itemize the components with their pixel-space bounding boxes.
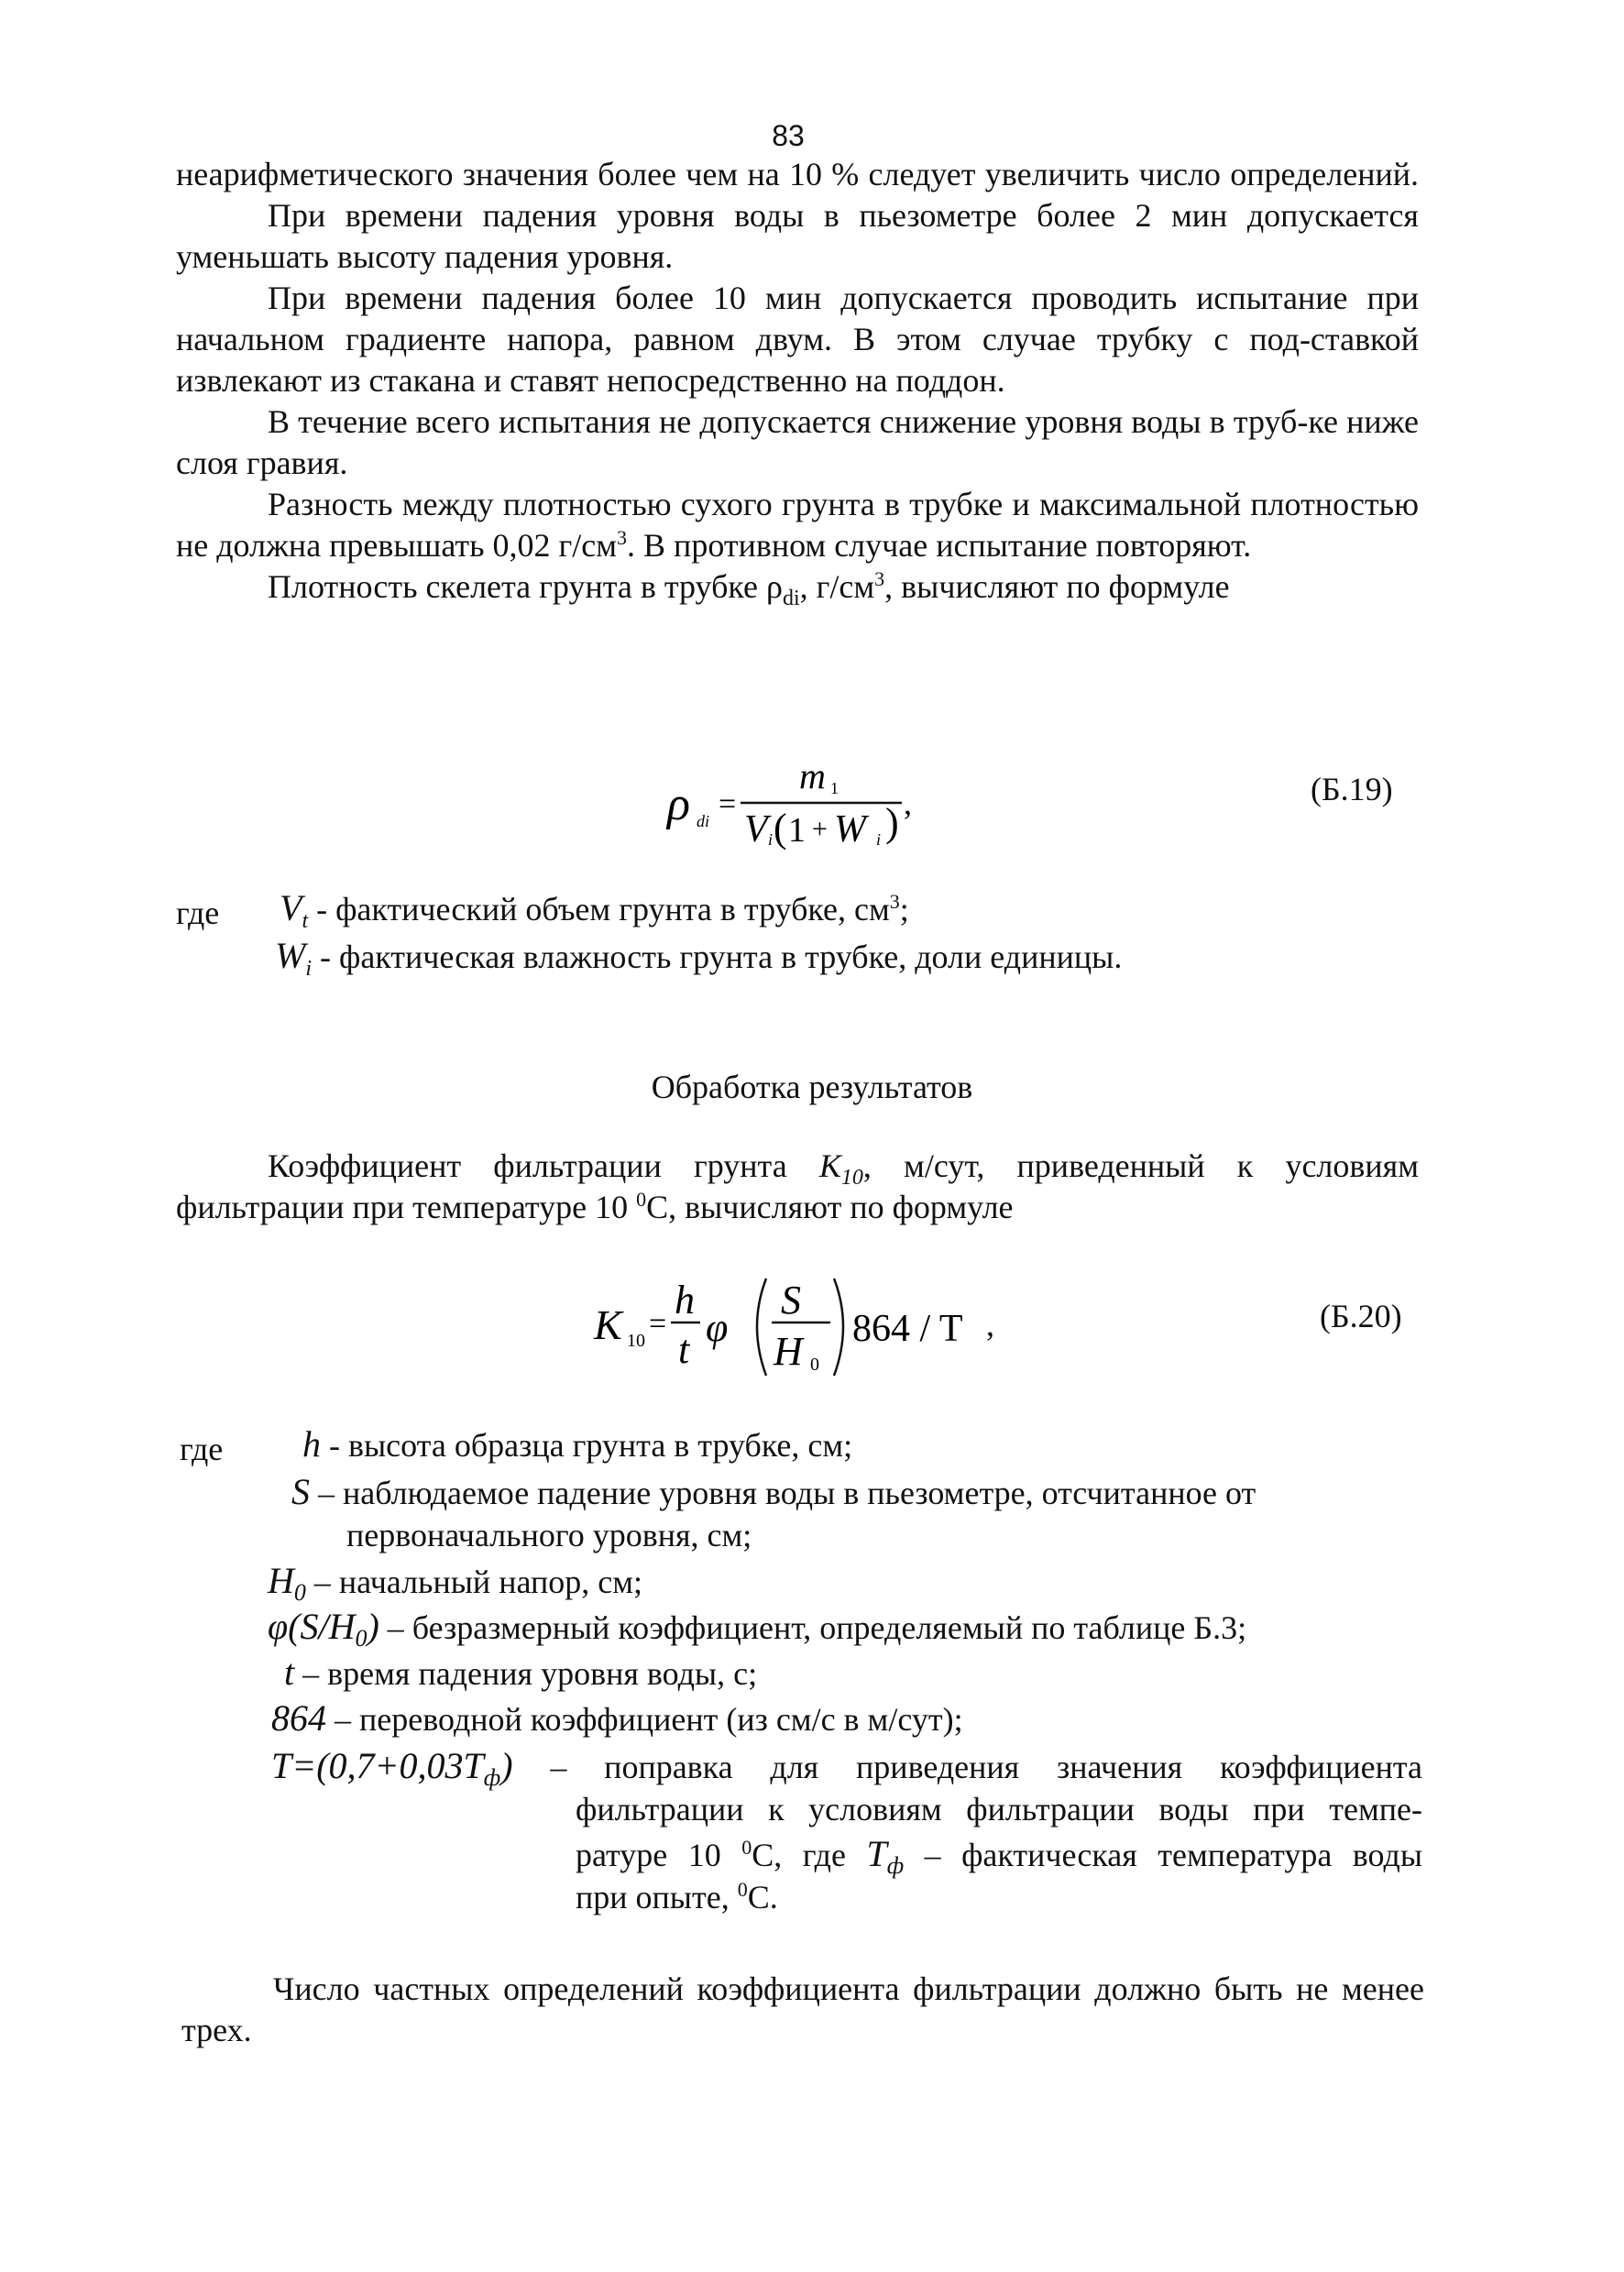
paragraph-2: При времени падения уровня воды в пьезометре более 2 мин допускается уменьшать высоту падения уровня. xyxy=(176,197,1419,275)
b19-plus: + xyxy=(812,814,828,844)
T-line3-c: – фактическая температура воды xyxy=(904,1837,1423,1873)
s-symbol: S xyxy=(291,1471,310,1512)
b19-num: m xyxy=(799,755,826,796)
b19-den-w: W xyxy=(834,808,866,850)
b20-paren-open xyxy=(757,1279,766,1376)
vt-text: - фактический объем грунта в трубке, см xyxy=(308,891,890,927)
n864-symbol: 864 xyxy=(271,1697,326,1739)
b19-den-w-sub: i xyxy=(876,830,882,849)
where-label-1: где xyxy=(176,895,220,931)
T-text: – поправка для приведения значения коэффициента xyxy=(512,1749,1422,1785)
phi-symbol: φ(S/H xyxy=(268,1606,356,1647)
s-text: – наблюдаемое падение уровня воды в пьезометре, отсчитанное от xyxy=(310,1475,1256,1511)
t-symbol: t xyxy=(284,1652,295,1693)
T-line3-sub: ф xyxy=(886,1852,905,1880)
skeleton-sup: 3 xyxy=(874,567,885,590)
equation-number-b19: (Б.19) xyxy=(1311,771,1393,807)
b20-h0-sub: 0 xyxy=(810,1355,819,1375)
deg-sup: 0 xyxy=(636,1188,647,1211)
b19-eq: = xyxy=(719,787,737,821)
b20-h0: H xyxy=(774,1329,803,1374)
final-paragraph-block xyxy=(181,1969,1424,2051)
rho-symbol: ρ xyxy=(765,568,783,605)
def-wi xyxy=(275,935,1123,982)
formula-b20 xyxy=(587,1260,1008,1398)
b20-eq: = xyxy=(649,1307,667,1341)
rho-sub: di xyxy=(782,587,800,611)
n864-text: – переводной коэффициент (из см/с в м/сут); xyxy=(326,1701,963,1738)
h0-text: – начальный напор, см; xyxy=(305,1564,642,1600)
T-line3-deg: 0 xyxy=(741,1836,752,1859)
section-title: Обработка результатов xyxy=(651,1069,973,1105)
formula-b19 xyxy=(660,744,953,850)
b20-h: h xyxy=(675,1278,695,1323)
b20-paren-close xyxy=(834,1279,843,1376)
def-s xyxy=(291,1471,1256,1514)
b20-t: t xyxy=(678,1327,690,1372)
T-line3-b: С, где xyxy=(752,1837,867,1873)
def-t xyxy=(284,1652,757,1695)
filtration-paragraph-block xyxy=(176,1146,1419,1228)
h-symbol: h xyxy=(302,1423,321,1465)
b19-lhs: ρ xyxy=(667,778,690,830)
paragraph-density xyxy=(176,484,1419,566)
density-sup: 3 xyxy=(617,526,628,549)
def-h xyxy=(302,1423,852,1466)
T-close: ) xyxy=(500,1745,513,1786)
h0-sub: 0 xyxy=(293,1579,306,1607)
paragraph-skeleton xyxy=(176,566,1419,611)
b20-comma: , xyxy=(986,1306,994,1343)
paragraph-1: неарифметического значения более чем на 10 % следует увеличить число определений. xyxy=(176,156,1419,192)
phi-sub: 0 xyxy=(355,1625,368,1652)
T-symbol: T=(0,7+0,03T xyxy=(271,1745,484,1786)
b19-den-v-sub: i xyxy=(768,830,774,849)
paragraph-filtration xyxy=(176,1146,1419,1228)
b20-lhs: K xyxy=(594,1301,622,1348)
T-line4-a: при опыте, xyxy=(576,1879,738,1915)
density-text: Разность между плотностью сухого грунта в трубке и максимальной плотностью не должна превышать 0,02 г/см xyxy=(176,486,1419,564)
filtration-text-end: С, вычисляют по формуле xyxy=(646,1189,1014,1225)
T-line4-deg: 0 xyxy=(737,1878,748,1901)
wi-sub: i xyxy=(305,957,312,982)
h-text: - высота образца грунта в трубке, см; xyxy=(321,1427,853,1464)
top-text-block xyxy=(176,154,1419,611)
def-s-line2: первоначального уровня, см; xyxy=(346,1517,752,1553)
T-line4-b: С. xyxy=(747,1879,778,1915)
wi-symbol: W xyxy=(275,935,306,976)
filtration-text-mid: , м/сут, приведенный к условиям фильтрации при температуре 10 xyxy=(176,1147,1420,1225)
vt-tail: ; xyxy=(899,891,909,927)
where-label-2: где xyxy=(180,1431,224,1467)
phi-text: – безразмерный коэффициент, определяемый по таблице Б.3; xyxy=(379,1609,1247,1646)
def-T xyxy=(271,1745,1422,1792)
def-T-line4 xyxy=(576,1877,778,1918)
b20-phi: φ xyxy=(706,1305,729,1350)
b19-paren-open: ( xyxy=(774,806,787,850)
wi-text: - фактическая влажность грунта в трубке, доли единицы. xyxy=(312,938,1123,975)
b19-den-v: V xyxy=(744,808,768,850)
skeleton-text-end: , вычисляют по формуле xyxy=(884,568,1230,605)
paragraph-3: При времени падения более 10 мин допускается проводить испытание при начальном градиенте напора, равном двум. В этом случае трубку с под-ставкой извлекают из стакана и ставят непосредственно на поддон. xyxy=(176,280,1419,399)
skeleton-text: Плотность скелета грунта в трубке xyxy=(268,568,766,605)
vt-symbol: V xyxy=(280,887,302,928)
skeleton-unit: , г/см xyxy=(799,568,875,605)
vt-sup: 3 xyxy=(889,890,900,913)
b20-s: S xyxy=(781,1278,801,1323)
def-h0 xyxy=(268,1560,642,1607)
k10-sub: 10 xyxy=(840,1166,863,1191)
page-number: 83 xyxy=(772,119,805,152)
b20-rest: 864 / T xyxy=(852,1308,963,1350)
t-text: – время падения уровня воды, с; xyxy=(294,1655,758,1692)
b20-lhs-sub: 10 xyxy=(627,1331,645,1351)
T-line3-sym: T xyxy=(866,1833,887,1874)
density-text-end: . В противном случае испытание повторяют. xyxy=(627,527,1252,564)
filtration-text: Коэффициент фильтрации грунта xyxy=(268,1147,819,1184)
paragraph-4: В течение всего испытания не допускается снижение уровня воды в труб-ке ниже слоя гравия. xyxy=(176,403,1419,481)
k10-symbol: K xyxy=(818,1147,841,1184)
b19-one: 1 xyxy=(788,811,806,850)
phi-close: ) xyxy=(367,1606,379,1647)
def-vt xyxy=(280,887,909,934)
def-T-line3 xyxy=(576,1833,1423,1880)
T-line3-a: ратуре 10 xyxy=(576,1837,742,1873)
b19-lhs-sub: di xyxy=(697,812,710,830)
b19-paren-close: ) xyxy=(885,800,899,845)
vt-sub: t xyxy=(302,909,309,934)
T-sub: ф xyxy=(483,1764,501,1792)
h0-symbol: H xyxy=(268,1560,294,1601)
equation-number-b20: (Б.20) xyxy=(1320,1298,1402,1334)
paragraph-final: Число частных определений коэффициента фильтрации должно быть не менее трех. xyxy=(181,1970,1424,2048)
def-phi xyxy=(268,1606,1247,1652)
def-T-line2: фильтрации к условиям фильтрации воды при темпе- xyxy=(576,1791,1422,1827)
b19-num-sub: 1 xyxy=(830,779,839,797)
b19-comma: , xyxy=(904,785,912,821)
def-864 xyxy=(271,1697,963,1740)
